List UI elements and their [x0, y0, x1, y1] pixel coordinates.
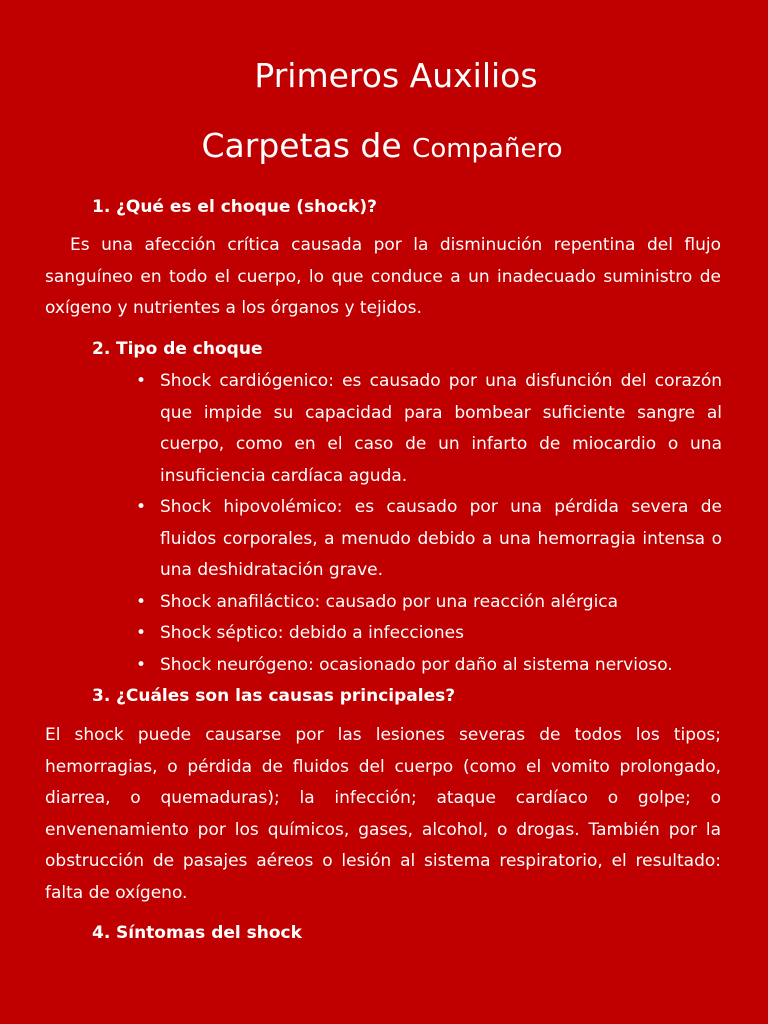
section-3-heading [92, 685, 455, 707]
list-item [0, 650, 722, 682]
section-title: ¿Cuáles son las causas principales? [116, 686, 456, 706]
bullet-icon: • [136, 371, 147, 391]
section-3-paragraph: El shock puede causarse por las lesiones severas de todos los tipos; hemorragias, o pérdida de fluidos del cuerpo (como el vomito prolongado, diarrea, o quemaduras); la infección; ataque cardíaco o golpe; o envenenamiento por los químicos, gases, alcohol, o drogas. También por la obstrucción de pasajes aéreos o lesión al sistema respiratorio, el resultado: falta de oxígeno. [45, 725, 721, 903]
subtitle-main: Carpetas de [201, 126, 402, 165]
bullet-icon: • [136, 623, 147, 643]
section-title: Síntomas del shock [116, 923, 302, 943]
list-item-text: Shock anafiláctico: causado por una reacción alérgica [160, 591, 619, 612]
page-title: Primeros Auxilios [254, 56, 538, 95]
list-item-text: Shock cardiógenico: es causado por una disfunción del corazón que impide su capacidad para bombear suficiente sangre al cuerpo, como en el caso de un infarto de miocardio o una insuficiencia cardíaca aguda. [160, 371, 722, 486]
bullet-icon: • [136, 591, 147, 612]
section-number: 3. [92, 686, 111, 706]
section-4-heading [92, 922, 302, 944]
list-item [0, 366, 722, 492]
page-subtitle [0, 126, 768, 169]
section-number: 4. [92, 923, 111, 943]
list-item-text: Shock hipovolémico: es causado por una pérdida severa de fluidos corporales, a menudo debido a una hemorragia intensa o una deshidratación grave. [160, 497, 722, 580]
bullet-icon: • [136, 497, 147, 517]
section-1-heading [92, 196, 377, 218]
list-item [0, 492, 722, 587]
list-item-text: Shock neurógeno: ocasionado por daño al sistema nervioso. [160, 654, 673, 675]
section-number: 1. [92, 197, 111, 217]
list-item [0, 587, 722, 619]
section-1-paragraph: Es una afección crítica causada por la disminución repentina del flujo sanguíneo en todo el cuerpo, lo que conduce a un inadecuado suministro de oxígeno y nutrientes a los órganos y tejidos. [45, 235, 721, 318]
section-title: Tipo de choque [116, 339, 263, 359]
section-number: 2. [92, 339, 111, 359]
section-2-heading [92, 338, 262, 360]
subtitle-small: Compañero [412, 134, 563, 164]
shock-types-list [0, 366, 722, 681]
list-item-text: Shock séptico: debido a infecciones [160, 623, 464, 643]
list-item [0, 618, 722, 650]
bullet-icon: • [136, 654, 147, 675]
section-title: ¿Qué es el choque (shock)? [116, 197, 377, 217]
